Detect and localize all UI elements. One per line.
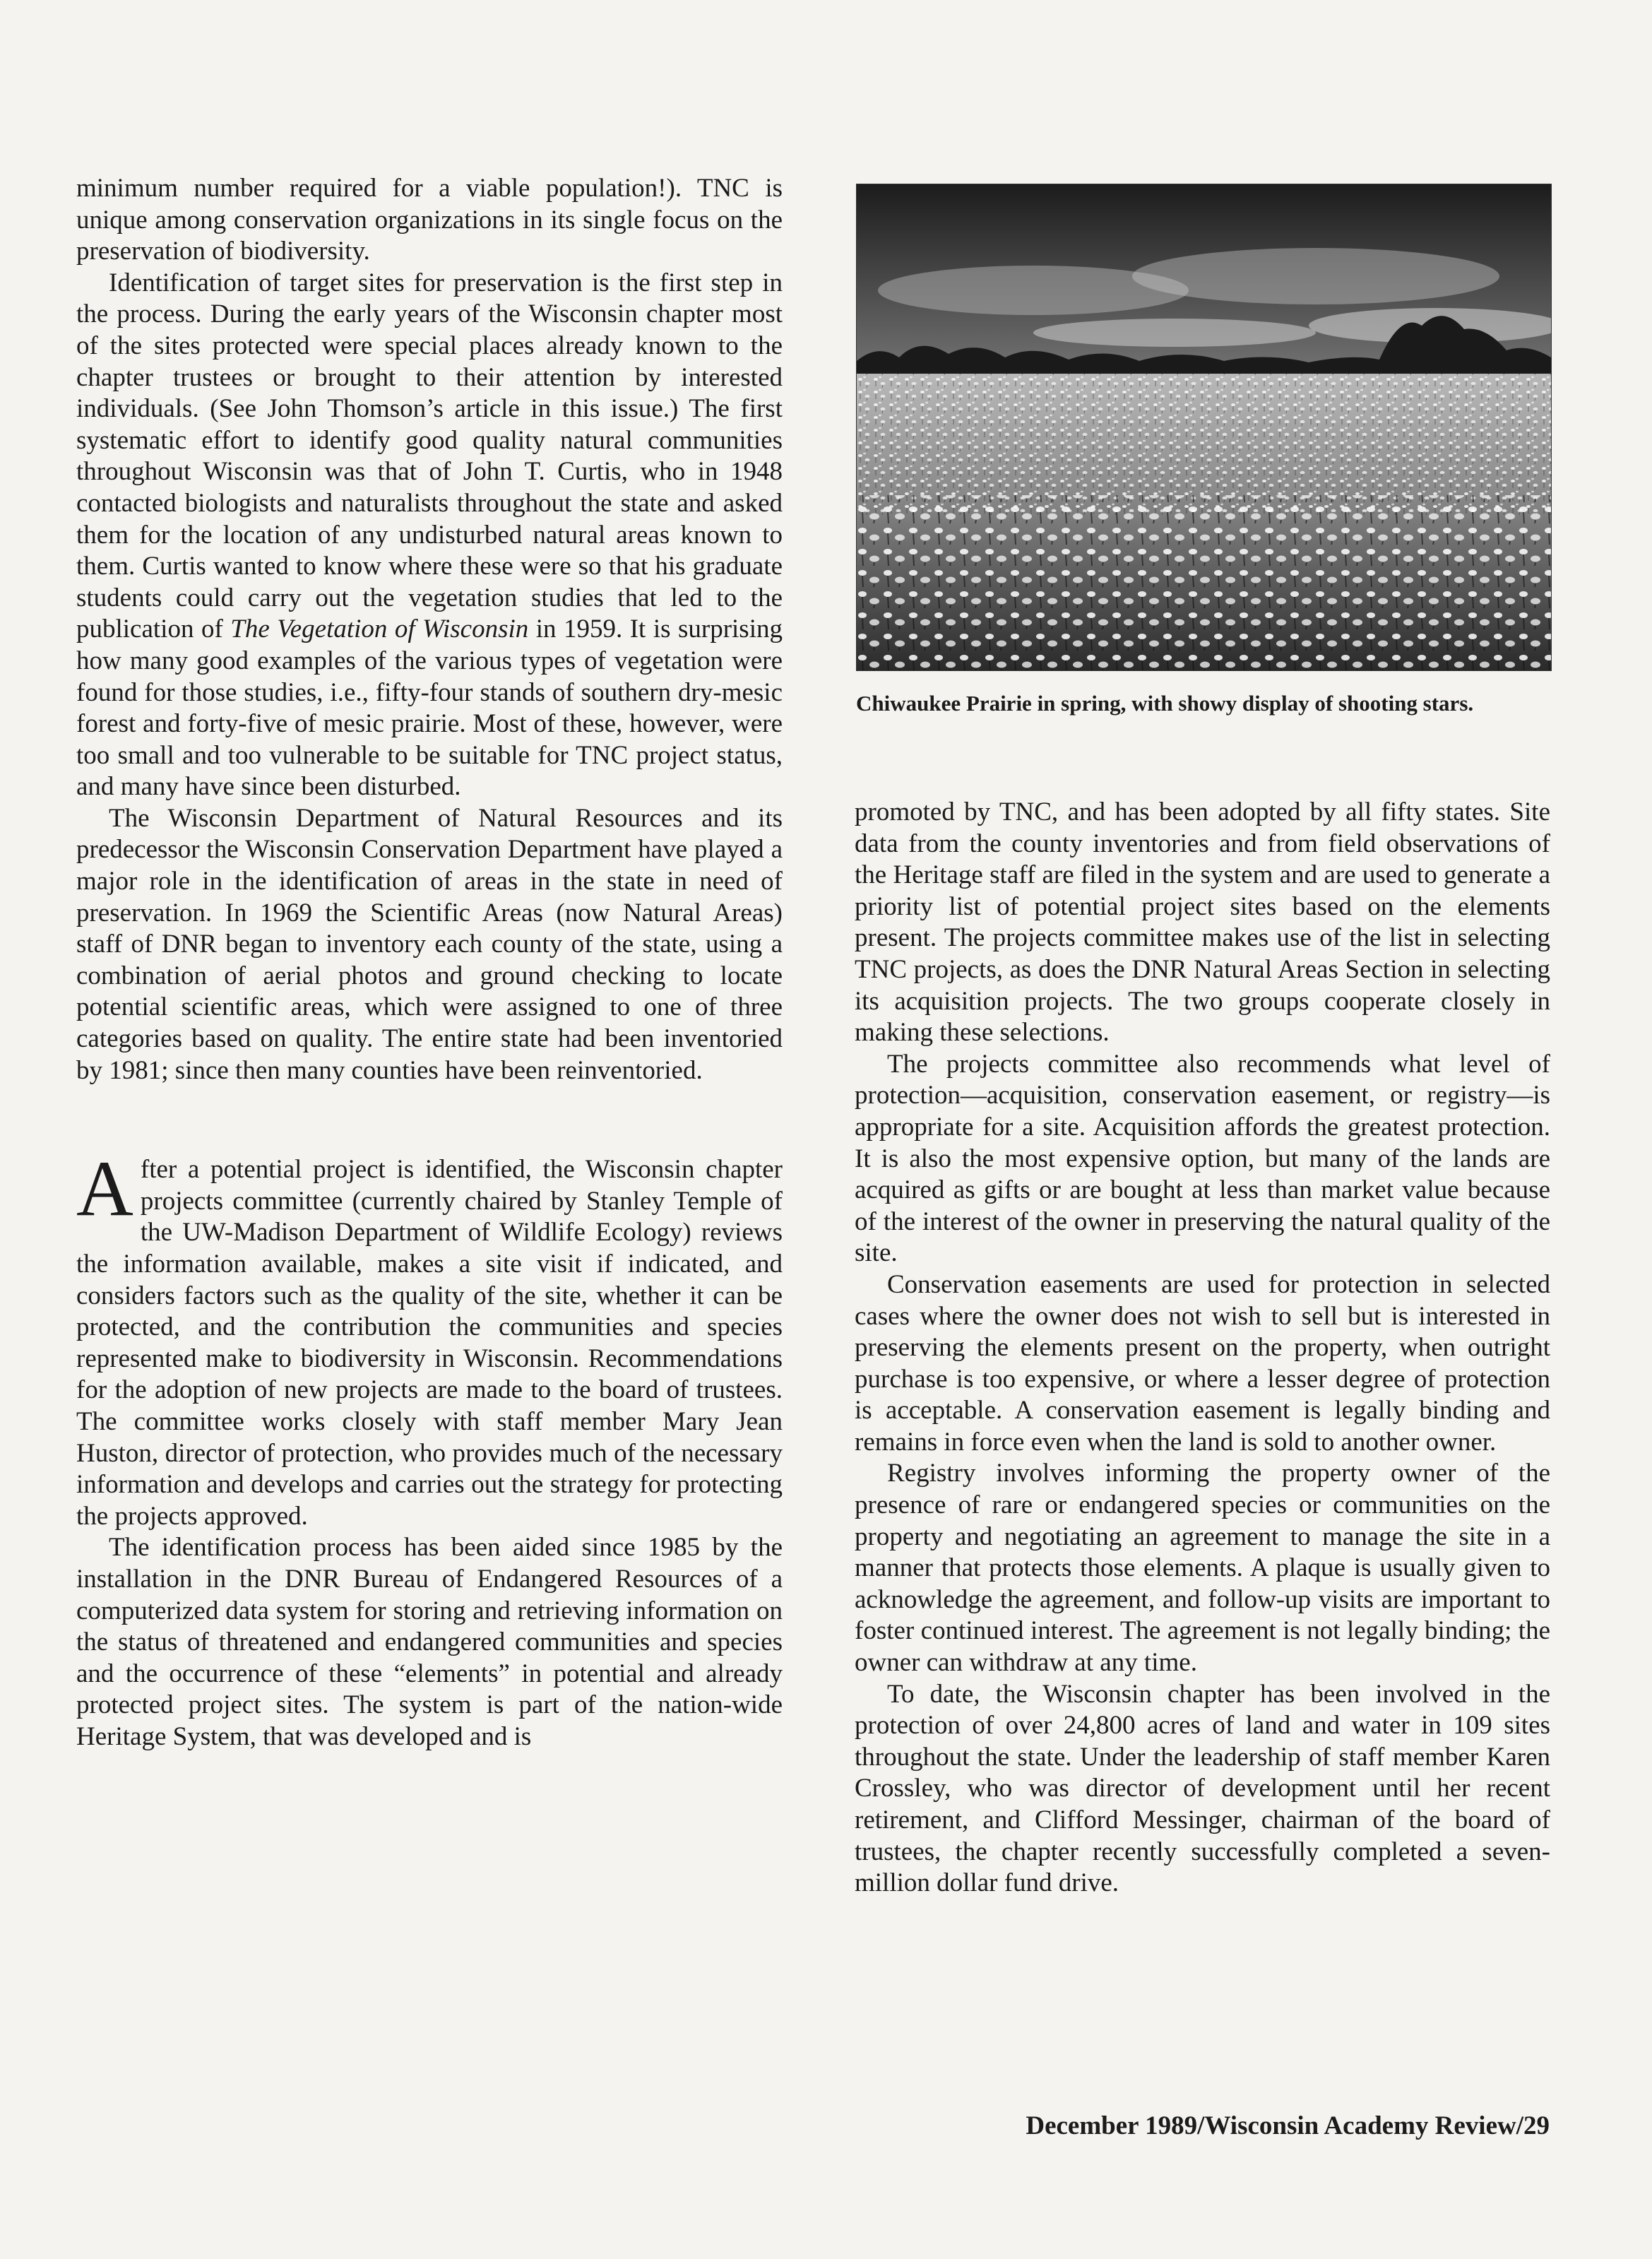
left-paragraph-3: The Wisconsin Department of Natural Resources and its predecessor the Wisconsin Conservation Department have played a major role in the identification of areas in the state in need of preservation. In 1969 the Scientific Areas (now Natural Areas) staff of DNR began to inventory each county of the state, using a combination of aerial photos and ground checking to locate potential scientific areas, which were assigned to one of three categories based on quality. The entire state had been inventoried by 1981; since then many counties have been reinventoried. [76,803,783,1085]
left-column [76,173,783,1753]
left-paragraph-2 [76,268,783,803]
left-paragraph-2-text-b: in 1959. It is surprising how many good examples of the various types of vegetation were found for those studies, i.e., fifty-four stands of southern dry-mesic forest and forty-five of mesic prairie. Most of these, however, were too small and too vulnerable to be suitable for TNC project status, and many have since been disturbed. [76,615,783,802]
right-paragraph-4: Registry involves informing the property owner of the presence of rare or endangered species or communities on the property and negotiating an agreement to manage the site in a manner that protects those elements. A plaque is usually given to acknowledge the agreement, and follow-up visits are important to foster continued interest. The agreement is not legally binding; the owner can withdraw at any time. [855,1459,1550,1678]
left-paragraph-4 [76,1145,783,1532]
section-break [76,1086,783,1154]
drop-cap: A [76,1145,133,1233]
photo-caption: Chiwaukee Prairie in spring, with showy display of shooting stars. [856,691,1474,716]
right-paragraph-3: Conservation easements are used for protection in selected cases where the owner does not wish to sell but is interested in preserving the elements present on the property, when outright purchase is too expensive, or where a lesser degree of protection is acceptable. A conservation easement is legally binding and remains in force even when the land is sold to another owner. [855,1269,1550,1457]
right-paragraph-5: To date, the Wisconsin chapter has been involved in the protection of over 24,800 acres of land and water in 109 sites throughout the state. Under the leadership of staff member Karen Crossley, who was director of development until her recent retirement, and Clifford Messinger, chairman of the board of trustees, the chapter recently successfully completed a seven-million dollar fund drive. [855,1679,1550,1898]
left-paragraph-4-text: fter a potential project is identified, the Wisconsin chapter projects committee (currently chaired by Stanley Temple of the UW-Madison Department of Wildlife Ecology) reviews the information available, makes a site visit if indicated, and considers factors such as the quality of the site, whether it can be protected, and the contribution the communities and species represented make to biodiversity in Wisconsin. Recommendations for the adoption of new projects are made to the board of trustees. The committee works closely with staff member Mary Jean Huston, director of protection, who provides much of the necessary information and develops and carries out the strategy for protecting the projects approved. [76,1155,783,1531]
right-column [855,797,1550,1899]
prairie-photo-image [857,184,1551,670]
prairie-photo [856,184,1552,671]
right-paragraph-1: promoted by TNC, and has been adopted by all fifty states. Site data from the county inventories and from field observations of the Heritage staff are filed in the system and are used to generate a priority list of potential project sites based on the elements present. The projects committee makes use of the list in selecting TNC projects, as does the DNR Natural Areas Section in selecting its acquisition projects. The two groups cooperate closely in making these selections. [855,798,1550,1048]
left-paragraph-1: minimum number required for a viable population!). TNC is unique among conservation organizations in its single focus on the preservation of biodiversity. [76,174,783,266]
page-footer: December 1989/Wisconsin Academy Review/29 [1026,2111,1550,2140]
book-title: The Vegetation of Wisconsin [230,615,529,644]
left-paragraph-2-text-a: Identification of target sites for preservation is the first step in the process. During the early years of the Wisconsin chapter most of the sites protected were special places already known to the chapter trustees or brought to their attention by interested individuals. (See John Thomson’s article in this issue.) The first systematic effort to identify good quality natural communities throughout Wisconsin was that of John T. Curtis, who in 1948 contacted biologists and naturalists throughout the state and asked them for the location of any undisturbed natural areas known to them. Curtis wanted to know where these were so that his graduate students could carry out the vegetation studies that led to the publication of [76,268,783,644]
left-paragraph-5: The identification process has been aided since 1985 by the installation in the DNR Bureau of Endangered Resources of a computerized data system for storing and retrieving information on the status of threatened and endangered communities and species and the occurrence of these “elements” in potential and already protected project sites. The system is part of the nation-wide Heritage System, that was developed and is [76,1533,783,1751]
right-paragraph-2: The projects committee also recommends what level of protection—acquisition, conservation easement, or registry—is appropriate for a site. Acquisition affords the greatest protection. It is also the most expensive option, but many of the lands are acquired as gifts or are bought at less than market value because of the interest of the owner in preserving the natural quality of the site. [855,1049,1550,1268]
